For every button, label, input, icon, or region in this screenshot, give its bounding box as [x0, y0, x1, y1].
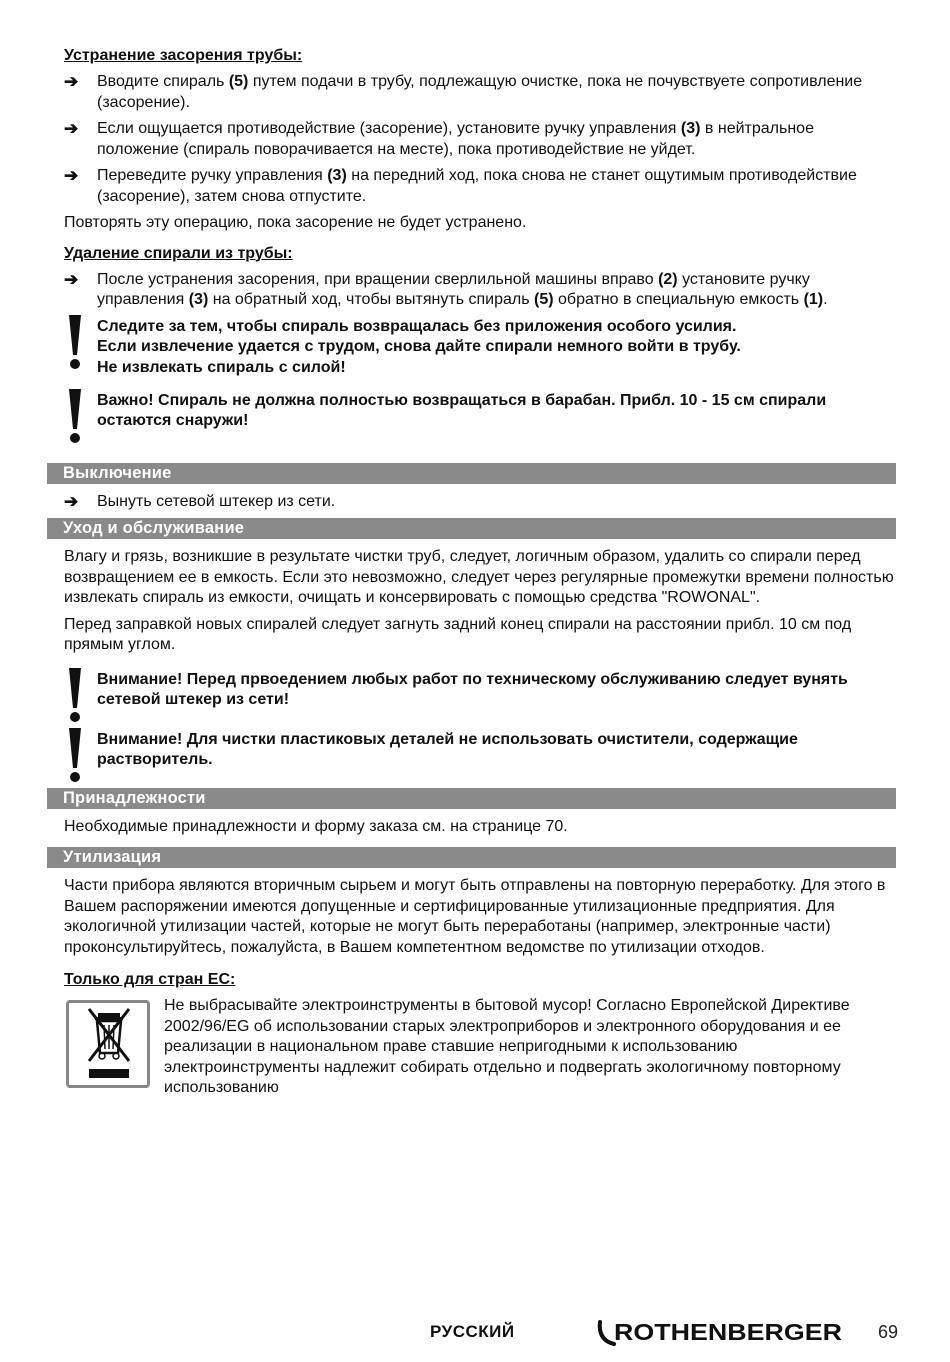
remove-text-5: .	[823, 291, 828, 308]
section-title-care: Уход и обслуживание	[47, 518, 896, 539]
clog-bullet-1-text-b: путем подачи в трубу, подлежащую очистке, пока не почувствуете сопротивление (засорение).	[97, 73, 863, 111]
arrow-right-icon: ➔	[64, 72, 79, 91]
remove-text-4: обратно в специальную емкость	[553, 291, 804, 308]
exclamation-icon	[66, 666, 84, 724]
remove-ref-4: (1)	[803, 291, 824, 308]
remove-text-3: на обратный ход, чтобы вытянуть спираль	[208, 291, 534, 308]
clog-bullet-3	[64, 166, 898, 207]
warning-2	[64, 391, 898, 443]
remove-heading: Удаление спирали из трубы:	[64, 244, 293, 262]
section-title-disposal: Утилизация	[47, 847, 896, 868]
arrow-right-icon: ➔	[64, 166, 79, 185]
clog-bullet-2	[64, 119, 898, 160]
warning-1-line-2: Если извлечение удается с трудом, снова дайте спирали немного войти в трубу.	[97, 338, 741, 355]
remove-ref-1: (2)	[658, 270, 678, 288]
clog-bullet-3-text-b: на передний ход, пока снова не станет ощутимым противодействие (засорение), затем снова отпустите.	[97, 167, 857, 205]
clog-repeat-text: Повторять эту операцию, пока засорение не будет устранено.	[64, 214, 527, 231]
section-title-off: Выключение	[47, 463, 896, 484]
care-warning-1-text: Внимание! Перед првоедением любых работ по техническому обслуживанию следует вунять сетевой штекер из сети!	[97, 670, 848, 708]
exclamation-icon	[66, 726, 84, 784]
remove-text-1: После устранения засорения, при вращении сверлильной машины вправо	[97, 270, 659, 288]
clog-bullet-1-text-a: Вводите спираль	[97, 73, 229, 90]
clog-bullet-2-text-a: Если ощущается противодействие (засорение), установите ручку управления	[97, 120, 681, 137]
clog-bullet-1-ref: (5)	[228, 73, 249, 90]
exclamation-icon	[66, 387, 84, 445]
arrow-right-icon: ➔	[64, 491, 79, 511]
clog-bullet-1	[64, 72, 898, 113]
eu-disposal-text: Не выбрасывайте электроинструменты в бытовой мусор! Согласно Европейской Директиве 2002/96/EG об использовании старых электроприборов и электронного оборудования и ее реализации в национальном праве ставшие непригодными к использованию электроинструменты надлежит собирать отдельно и подвергать экологичному повторному использованию	[164, 997, 850, 1096]
remove-ref-3: (5)	[534, 291, 554, 308]
care-paragraph-1: Влагу и грязь, возникшие в результате чистки труб, следует, логичным образом, удалить со спирали перед возвращением ее в емкость. Если это невозможно, следует через регулярные промежутки времени полностью извлекать спираль из емкости, очищать и консервировать с помощью средства "ROWONAL".	[64, 548, 894, 606]
arrow-right-icon: ➔	[64, 269, 79, 289]
warning-2-text: Важно! Спираль не должна полностью возвращаться в барабан. Прибл. 10 - 15 см спирали остаются снаружи!	[97, 391, 827, 429]
clog-bullet-2-ref: (3)	[680, 120, 701, 137]
remove-bullet	[64, 270, 898, 311]
exclamation-icon	[66, 313, 84, 371]
off-bullet-text: Вынуть сетевой штекер из сети.	[97, 492, 336, 510]
warning-1-line-1: Следите за тем, чтобы спираль возвращалась без приложения особого усилия.	[97, 317, 737, 335]
page-number: 69	[878, 1322, 899, 1342]
brand-logo-text: ROTHENBERGER	[614, 1319, 843, 1345]
remove-ref-2: (3)	[188, 291, 209, 308]
page-content	[64, 46, 898, 1099]
eu-heading: Только для стран ЕС:	[64, 971, 236, 988]
clog-bullet-2-text-b: в нейтральное положение (спираль поворачивается на месте), пока противодействие не уйдет.	[97, 120, 814, 158]
clog-bullet-3-ref: (3)	[327, 167, 347, 184]
crossed-bin-icon	[66, 1000, 150, 1088]
remove-text-2: установите ручку управления	[97, 270, 810, 308]
arrow-right-icon: ➔	[64, 119, 79, 138]
warning-1	[64, 317, 898, 383]
care-warning-2-text: Внимание! Для чистки пластиковых деталей не использовать очистители, содержащие растворитель.	[97, 730, 798, 768]
clog-heading: Устранение засорения трубы:	[64, 47, 303, 64]
care-warning-1	[64, 670, 898, 722]
disposal-text: Части прибора являются вторичным сырьем и могут быть отправлены на повторную переработку. Для этого в Вашем распоряжении имеются допущенные и сертифицированные утилизационные предприятия. Для экологичной утилизации частей, которые не могут быть переработаны (например, электронные части) проконсультируйтесь, пожалуйста, в Вашем компетентном ведомстве по утилизации отходов.	[64, 877, 886, 956]
clog-bullet-3-text-a: Переведите ручку управления	[97, 167, 328, 184]
brand-logo	[596, 1318, 846, 1348]
warning-1-line-3: Не извлекать спираль с силой!	[97, 358, 346, 376]
off-bullet	[64, 492, 898, 513]
eu-disposal-row	[64, 996, 898, 1099]
section-title-accessories: Принадлежности	[47, 788, 896, 809]
care-paragraph-2: Перед заправкой новых спиралей следует загнуть задний конец спирали на расстоянии прибл. 10 см под прямым углом.	[64, 615, 852, 653]
accessories-text: Необходимые принадлежности и форму заказа см. на странице 70.	[64, 817, 568, 835]
care-warning-2	[64, 730, 898, 782]
footer-language: РУССКИЙ	[430, 1322, 515, 1341]
